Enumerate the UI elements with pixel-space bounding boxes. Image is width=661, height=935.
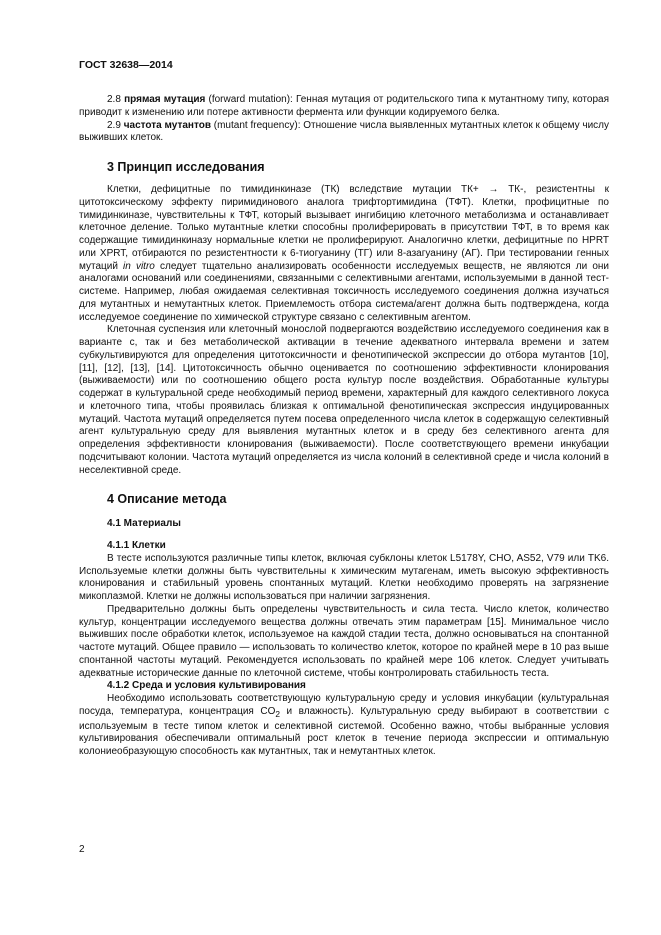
section-4-1-1-paragraph-2: Предварительно должны быть определены чувствительность и сила теста. Число клеток, количество культур, концентрации исследуемого вещества должны отвечать этим параметрам [15]. Минимальное число выживших после обработки клеток, используемое на каждой стадии теста, должно основываться на спонтанной частоте мутаций. Общее правило — использовать то количество клеток, которое по крайней мере в 10 раз выше спонтанной частоты мутаций. Рекомендуется использовать по крайней мере 106 клеток. Следует учитывать адекватные исторические данные по клеточной системе, чтобы контролировать стабильность теста.: [79, 603, 609, 679]
section-3-heading: 3 Принцип исследования: [107, 160, 265, 174]
term-mutant-frequency: частота мутантов: [123, 119, 211, 131]
section-4-1-1-paragraph-1: В тесте используются различные типы клеток, включая субклоны клеток L5178Y, CHO, AS52, V79 или TK6. Используемые клетки должны быть чувствительны к химическим мутагенам, иметь высокую эффективность клонирования и стабильный уровень спонтанных мутаций. Клетки необходимо проверять на загрязнение микоплазмой. Клетки не должны использоваться при наличии загрязнения.: [79, 552, 609, 602]
section-4-1-2-paragraph: Необходимо использовать соответствующую культуральную среду и условия инкубации (культуральная посуда, температура, концентрация $CO_2$ и влажность). Культуральную среду выбирают в соответствии с используемым в тесте типом клеток и селективной системой. Особенно важно, чтобы выбранные условия культивирования обеспечивали оптимальный рост клеток в течение периода экспрессии и оптимальную колониеобразующую способность как мутантных, так и немутантных клеток.: [79, 693, 610, 757]
document-body: [79, 94, 609, 759]
subsection-4-1-heading: 4.1 Материалы: [107, 518, 181, 530]
section-3-paragraph-1: Клетки, дефицитные по тимидинкиназе (ТК) вследствие мутации ТК+ → ТК-, резистентны к цитотоксическому эффекту пиримидинового аналога трифтортимидина (ТФТ). Клетки, профицитные по тимидинкиназе, чувствительны к ТФТ, который вызывает ингибицию клеточного метаболизма и останавливает клеточное деление. Только мутантные клетки способны пролиферировать в присутствии ТФТ, в то время как содержащие тимидинкиназу нормальные клетки не пролиферируют. Аналогично клетки, дефицитные по HPRT или XPRT, отбираются по резистентности к 6-тиогуанину (ТГ) или 8-азагуанину (АГ). При тестировании генных мутаций in vitro следует тщательно анализировать особенности исследуемых веществ, не являются ли они аналогами оснований или соединениями, связанными с селективными агентами, используемыми в данной тест-системе. Например, любая ожидаемая селективная токсичность исследуемого соединения должна изучаться для мутантных и немутантных клеток. Приемлемость отбора система/агент должна быть подтверждена, когда исследуемое соединение по химической структуре связано с селективным агентом.: [79, 184, 609, 323]
subsection-4-1-2-heading: 4.1.2 Среда и условия культивирования: [107, 680, 306, 692]
definition-2-8: 2.8 прямая мутация (forward mutation): Генная мутация от родительского типа к мутантному типу, которая приводит к изменению или потере активности фермента или функции кодируемого белка.: [79, 94, 609, 118]
document-header: ГОСТ 32638—2014: [79, 59, 173, 71]
definition-2-9: 2.9 частота мутантов (mutant frequency): Отношение числа выявленных мутантных клеток к общему числу выживших клеток.: [79, 119, 610, 144]
subsection-4-1-1-heading: 4.1.1 Клетки: [107, 540, 166, 551]
term-forward-mutation: прямая мутация: [124, 94, 206, 105]
page-number: 2: [79, 844, 85, 855]
section-4-heading: 4 Описание метода: [107, 492, 227, 507]
section-3-paragraph-2: Клеточная суспензия или клеточный монослой подвергаются воздействию исследуемого соединения как в варианте с, так и без метаболической активации в течение адекватного интервала времени и затем субкультивируются для определения цитотоксичности и фенотипической экспрессии до отбора мутантов [10], [11], [12], [13], [14]. Цитотоксичность обычно оценивается по соотношению эффективности клонирования (выживаемости) или по соотношению общего роста культур после воздействия. Обработанные культуры содержат в культуральной среде необходимый период времени, характерный для каждого селективного локуса и клеточного типа, чтобы проявилась близкая к оптимальной фенотипическая экспрессия индуцированных мутаций. Частота мутаций определяется путем посева определенного числа клеток в содержащую селективный агент культуральную среду для выявления мутантных клеток и в среду без селективного агента для определения эффективности клонирования (выживаемости). После соответствующего времени инкубации подсчитывают колонии. Частота мутаций определяется из числа колоний в селективной среде и числа колоний в неселективной среде.: [79, 324, 609, 476]
